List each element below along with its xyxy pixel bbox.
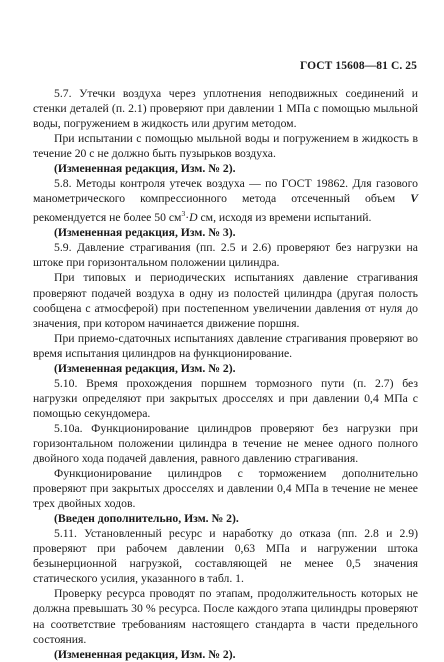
paragraph-5-7-cont: При испытании с помощью мыльной воды и погружением в жидкость в течение 20 с не должно быть пузырьков воздуха. — [33, 132, 418, 161]
text-run: 5.8. Методы контроля утечек воздуха — по ГОСТ 19862. Для газового манометрического компрессионного метода отсеченный объем — [33, 177, 418, 206]
paragraph-5-10a-cont: Функционирование цилиндров с торможением дополнительно проверяют при закрытых дросселях и давлении 0,4 МПа в течение не менее трех двойных ходов. — [33, 467, 418, 511]
paragraph-5-8 — [33, 176, 418, 225]
amendment-note: (Измененная редакция, Изм. № 2). — [54, 647, 236, 661]
paragraph-5-10: 5.10. Время прохождения поршнем тормозного пути (п. 2.7) без нагрузки определяют при закрытых дросселях и при давлении 0,4 МПа с помощью секундомера. — [33, 376, 418, 420]
document-body — [33, 86, 418, 662]
amendment-note: (Измененная редакция, Изм. № 2). — [54, 361, 236, 375]
paragraph-5-10a: 5.10а. Функционирование цилиндров проверяют без нагрузки при горизонтальном положении цилиндра в течение не менее одного полного двойного хода подачей давления, равного давлению страгивания. — [33, 421, 418, 466]
amendment-note: (Введен дополнительно, Изм. № 2). — [54, 512, 239, 526]
text-run: · — [185, 211, 190, 225]
superscript: 3 — [181, 209, 186, 219]
text-run: см, исходя из времени испытаний. — [197, 211, 372, 225]
amendment-note: (Измененная редакция, Изм. № 2). — [54, 162, 236, 176]
text-run: рекомендуется не более 50 см — [33, 211, 182, 225]
symbol-v: V — [410, 192, 418, 206]
paragraph-5-7: 5.7. Утечки воздуха через уплотнения неподвижных соединений и стенки деталей (п. 2.1) проверяют при давлении 1 МПа с помощью мыльной воды, погружением в жидкость или другим методом. — [33, 87, 418, 131]
paragraph-5-9: 5.9. Давление страгивания (пп. 2.5 и 2.6) проверяют без нагрузки на штоке при горизонтальном положении цилиндра. — [33, 241, 418, 270]
paragraph-5-11-cont: Проверку ресурса проводят по этапам, продолжительность которых не должна превышать 30 % ресурса. После каждого этапа цилиндры проверяют на соответствие требованиям настоящего стандарта в части предельного состояния. — [33, 587, 418, 646]
amendment-note: (Измененная редакция, Изм. № 3). — [54, 226, 236, 240]
page-header: ГОСТ 15608—81 С. 25 — [299, 60, 417, 72]
paragraph-5-11: 5.11. Установленный ресурс и наработку до отказа (пп. 2.8 и 2.9) проверяют при рабочем давлении 0,63 МПа и нагружении штока безынерционной нагрузкой, составляющей не менее 0,5 значения статического усилия, указанного в табл. 1. — [33, 527, 418, 586]
paragraph-5-9-cont: При приемо-сдаточных испытаниях давление страгивания проверяют во время испытания цилиндров на функционирование. — [33, 331, 418, 360]
paragraph-5-9-cont: При типовых и периодических испытаниях давление страгивания проверяют подачей воздуха в одну из полостей цилиндра (другая полость сообщена с атмосферой) при постепенном увеличении давления от нуля до значения, при котором начинается движение поршня. — [33, 271, 418, 330]
symbol-d: D — [189, 211, 198, 225]
